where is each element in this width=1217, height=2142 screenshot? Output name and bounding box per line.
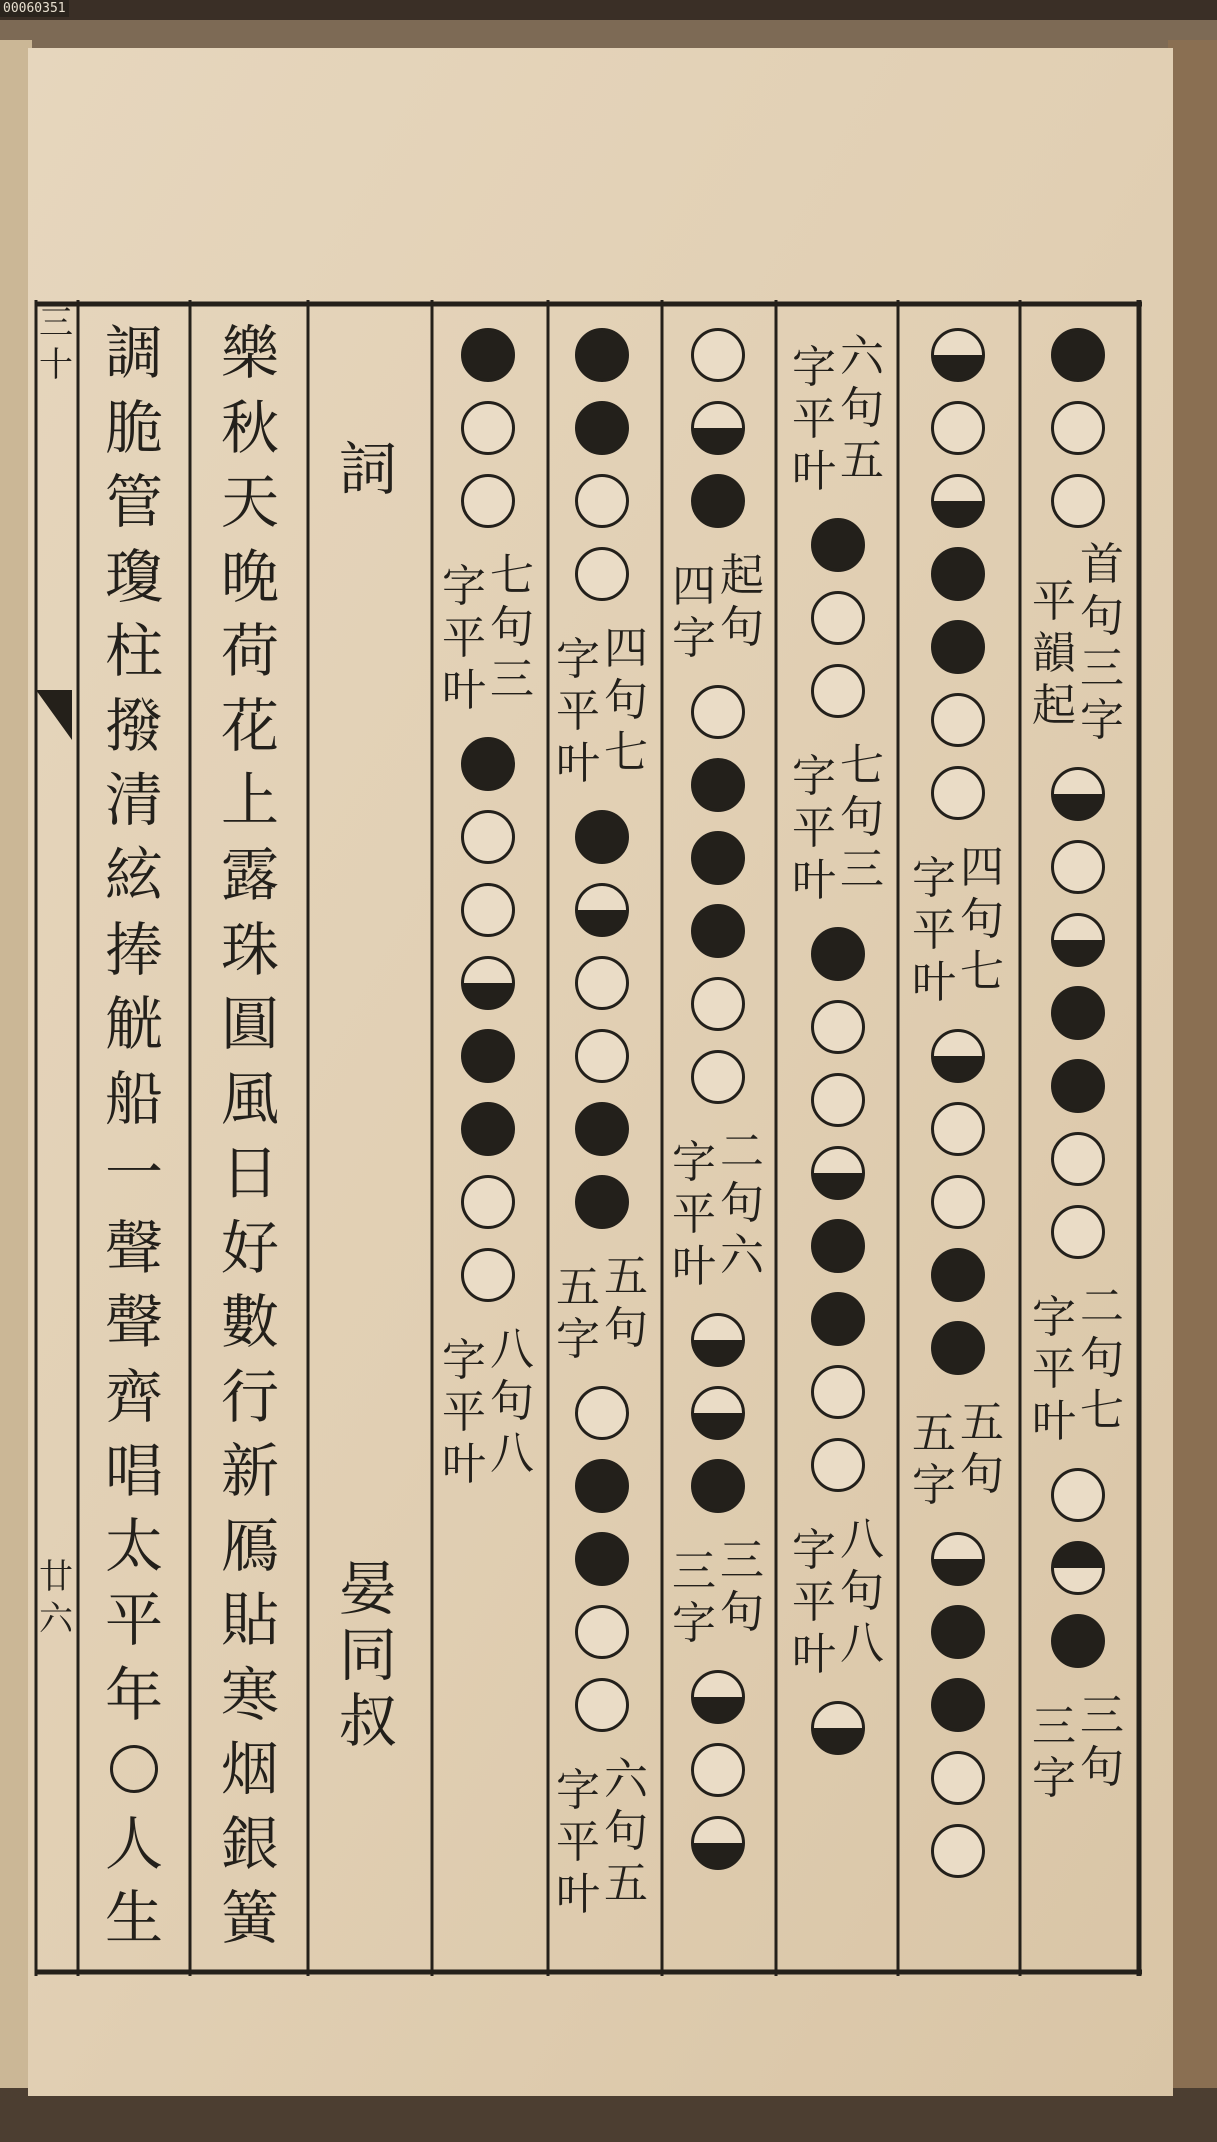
tone-mark-half [1051,913,1105,967]
tone-mark-filled [461,328,515,382]
note-right-column [720,1535,764,1643]
note-char: 平 [556,686,600,737]
note-char: 五 [912,1408,956,1459]
note-char: 句 [840,792,884,843]
note-left-column [672,1119,716,1297]
note-char: 字 [556,1765,600,1816]
tone-mark-filled [575,1532,629,1586]
poem-char: 太 [104,1511,163,1580]
verse-note [672,543,764,669]
notation-column [547,318,657,1931]
poem-char: 清 [104,766,163,835]
tone-mark-empty [461,401,515,455]
tone-mark-empty [575,956,629,1010]
note-char: 七 [1080,1385,1124,1436]
poem-char: 年 [104,1660,163,1729]
note-char: 七 [604,727,648,778]
tone-mark-empty [691,977,745,1031]
note-right-column [604,1251,648,1359]
note-right-column [840,1514,884,1674]
poem-char: 寒 [220,1660,279,1729]
note-char: 六 [840,331,884,382]
tone-mark-filled [461,1102,515,1156]
tone-mark-filled [811,518,865,572]
verse-note [672,1528,764,1654]
verse-note [1032,539,1124,751]
author-name: 同 [338,1621,397,1689]
note-char: 八 [490,1324,534,1375]
note-char: 三 [490,654,534,705]
pause-circle [110,1745,158,1793]
note-left-column [442,1317,486,1495]
note-char: 三 [840,844,884,895]
verse-note [442,543,534,721]
tone-mark-empty [691,1743,745,1797]
note-char: 八 [840,1618,884,1669]
note-char: 五 [840,435,884,486]
poem-char: 唱 [104,1437,163,1506]
poem-char: 圓 [220,990,279,1059]
poem-char: 人 [104,1809,163,1878]
poem-char: 珠 [220,915,279,984]
poem-char: 瓊 [104,542,163,611]
verse-note [1032,1274,1124,1452]
tone-mark-filled [691,474,745,528]
author-name: 晏 [338,1555,397,1623]
note-left-column [556,1244,600,1370]
poem-char: 聲 [104,1213,163,1282]
tone-mark-empty [1051,1468,1105,1522]
poem-char: 花 [220,691,279,760]
poem-char: 鴈 [220,1511,279,1580]
tone-mark-empty [575,1678,629,1732]
note-left-column [912,1390,956,1516]
tone-mark-empty [575,474,629,528]
note-char: 平 [442,613,486,664]
tone-mark-half [931,1029,985,1083]
note-right-column [1080,539,1124,751]
note-char: 字 [442,561,486,612]
tone-mark-empty [461,1248,515,1302]
margin-char: 三 [39,303,73,343]
note-char: 字 [792,1525,836,1576]
author-column [323,1555,413,1758]
tone-mark-filled [461,737,515,791]
poem-char: 荷 [220,617,279,686]
verse-note [912,835,1004,1013]
tone-mark-filled [931,1248,985,1302]
tone-mark-empty [811,664,865,718]
tone-mark-empty [691,328,745,382]
note-char: 七 [960,946,1004,997]
note-right-column [960,842,1004,1002]
verse-note [556,616,648,794]
note-char: 起 [720,550,764,601]
note-char: 五 [604,1251,648,1302]
note-char: 平 [672,1189,716,1240]
left-page-edge [0,40,32,2110]
tone-mark-empty [575,1605,629,1659]
verse-note [442,1317,534,1495]
note-left-column [792,324,836,502]
ci-heading-column [323,435,413,506]
tone-mark-filled [1051,328,1105,382]
margin-title [31,303,81,390]
tone-mark-filled [691,904,745,958]
tone-mark-half [691,1816,745,1870]
poem-char: 天 [220,468,279,537]
note-right-column [604,623,648,783]
tone-mark-half [811,1701,865,1755]
tone-mark-filled [1051,1614,1105,1668]
note-char: 句 [720,1178,764,1229]
folio-char: 廿 [39,1557,73,1597]
note-char: 平 [792,1577,836,1628]
bottom-cover-strip [0,2088,1217,2142]
note-char: 字 [556,1314,600,1365]
verse-note [792,1507,884,1685]
tone-mark-empty [931,401,985,455]
poem-char: 風 [220,1064,279,1133]
author-name: 叔 [338,1687,397,1755]
notation-column [1023,318,1133,1815]
poem-char [110,1732,158,1807]
note-char: 二 [1080,1281,1124,1332]
tone-mark-filled [575,401,629,455]
tone-mark-filled [691,758,745,812]
note-char: 句 [960,1449,1004,1500]
note-char: 字 [912,1460,956,1511]
tone-mark-half [691,401,745,455]
note-char: 四 [672,561,716,612]
verse-note [556,1747,648,1925]
note-right-column [1080,1690,1124,1798]
tone-mark-filled [1051,1059,1105,1113]
note-char: 句 [840,383,884,434]
tone-mark-empty [691,1050,745,1104]
note-char: 叶 [442,1439,486,1490]
tone-mark-half [691,1386,745,1440]
note-char: 三 [1032,1701,1076,1752]
note-char: 句 [604,675,648,726]
tone-mark-empty [931,1751,985,1805]
tone-mark-empty [461,1175,515,1229]
tone-mark-empty [1051,1205,1105,1259]
tone-mark-empty [461,883,515,937]
tone-mark-empty [931,766,985,820]
tone-mark-empty [811,1000,865,1054]
poem-char: 聲 [104,1288,163,1357]
note-char: 叶 [792,855,836,906]
tone-mark-empty [575,1386,629,1440]
note-char: 句 [720,602,764,653]
note-left-column [1032,558,1076,736]
poem-char: 簧 [220,1884,279,1953]
poem-char: 晚 [220,542,279,611]
tone-mark-filled [931,1605,985,1659]
poem-char: 一 [104,1139,163,1208]
note-char: 首 [1080,539,1124,590]
note-char: 字 [792,751,836,802]
tone-mark-filled [461,1029,515,1083]
poem-char: 上 [220,766,279,835]
tone-mark-filled [691,1459,745,1513]
tone-mark-half [461,956,515,1010]
tone-mark-half [931,474,985,528]
note-char: 叶 [792,446,836,497]
tone-mark-filled [691,831,745,885]
tone-mark-filled [931,1678,985,1732]
note-char: 八 [840,1514,884,1565]
poem-char: 平 [104,1586,163,1655]
note-char: 平 [1032,576,1076,627]
note-char: 字 [556,634,600,685]
tone-mark-empty [811,1073,865,1127]
tone-mark-filled [575,328,629,382]
note-char: 韻 [1032,628,1076,679]
poem-line [195,316,305,1956]
verse-note [912,1390,1004,1516]
poem-char: 生 [104,1884,163,1953]
note-char: 六 [604,1754,648,1805]
note-char: 字 [1080,695,1124,746]
note-char: 叶 [442,665,486,716]
note-right-column [490,1324,534,1484]
note-char: 六 [720,1230,764,1281]
note-left-column [912,835,956,1013]
note-char: 平 [442,1387,486,1438]
tone-mark-empty [575,547,629,601]
note-char: 三 [720,1535,764,1586]
folio-char: 六 [39,1599,73,1639]
note-char: 平 [1032,1344,1076,1395]
note-right-column [604,1754,648,1914]
tone-mark-filled [811,1219,865,1273]
note-char: 字 [672,1137,716,1188]
note-left-column [792,733,836,911]
note-char: 句 [1080,1333,1124,1384]
note-right-column [720,1126,764,1286]
notation-column [903,318,1013,1887]
note-right-column [1080,1281,1124,1441]
note-char: 字 [672,613,716,664]
note-right-column [840,331,884,491]
folio-number [31,1557,81,1644]
note-char: 叶 [912,957,956,1008]
note-char: 平 [912,905,956,956]
note-left-column [556,1747,600,1925]
poem-char: 露 [220,840,279,909]
note-char: 字 [442,1335,486,1386]
tone-mark-empty [461,810,515,864]
tone-mark-half [1051,767,1105,821]
poem-char: 管 [104,468,163,537]
note-char: 字 [672,1598,716,1649]
poem-char: 新 [220,1437,279,1506]
tone-mark-filled [575,1175,629,1229]
notation-column [783,318,893,1764]
tone-mark-empty [811,1365,865,1419]
poem-char: 數 [220,1288,279,1357]
note-char: 二 [720,1126,764,1177]
note-char: 平 [556,1817,600,1868]
poem-char: 齊 [104,1362,163,1431]
poem-char: 觥 [104,990,163,1059]
verse-note [556,1244,648,1370]
note-char: 句 [490,602,534,653]
note-char: 四 [960,842,1004,893]
note-char: 叶 [1032,1396,1076,1447]
tone-mark-filled [1051,986,1105,1040]
tone-mark-empty [691,685,745,739]
note-char: 句 [960,894,1004,945]
note-right-column [840,740,884,900]
tone-mark-half [811,1146,865,1200]
note-char: 句 [1080,1742,1124,1793]
tone-mark-filled [931,620,985,674]
note-char: 五 [960,1397,1004,1448]
note-char: 句 [604,1806,648,1857]
note-char: 七 [840,740,884,791]
note-right-column [490,550,534,710]
tone-mark-filled [931,547,985,601]
notation-column [663,318,773,1879]
note-char: 三 [1080,643,1124,694]
tone-mark-empty [461,474,515,528]
poem-char: 日 [220,1139,279,1208]
note-right-column [720,550,764,658]
tone-mark-filled [931,1321,985,1375]
tone-mark-halftop [1051,1541,1105,1595]
tone-mark-empty [931,1824,985,1878]
tone-mark-empty [1051,1132,1105,1186]
note-char: 平 [792,803,836,854]
tone-mark-empty [1051,840,1105,894]
tone-mark-empty [931,1102,985,1156]
ci-heading: 詞 [338,435,397,503]
poem-char: 柱 [104,617,163,686]
note-left-column [1032,1683,1076,1809]
tone-mark-empty [811,1438,865,1492]
poem-char: 樂 [220,319,279,388]
poem-char: 銀 [220,1809,279,1878]
note-char: 句 [490,1376,534,1427]
poem-char: 好 [220,1213,279,1282]
poem-char: 船 [104,1064,163,1133]
note-char: 叶 [792,1629,836,1680]
note-char: 句 [720,1587,764,1638]
poem-char: 調 [104,319,163,388]
note-char: 字 [792,342,836,393]
note-char: 叶 [672,1241,716,1292]
note-char: 五 [604,1858,648,1909]
note-left-column [672,543,716,669]
margin-char: 十 [39,345,73,385]
tone-mark-half [691,1313,745,1367]
poem-char: 撥 [104,691,163,760]
tone-mark-filled [575,1459,629,1513]
note-char: 句 [1080,591,1124,642]
poem-line [79,316,189,1956]
tone-mark-filled [575,1102,629,1156]
note-char: 平 [792,394,836,445]
poem-char: 秋 [220,393,279,462]
tone-mark-filled [575,810,629,864]
scan-id-label: 00060351 [0,0,69,17]
tone-mark-empty [1051,401,1105,455]
note-left-column [1032,1274,1076,1452]
notation-column [433,318,543,1501]
note-left-column [442,543,486,721]
poem-char: 烟 [220,1735,279,1804]
poem-char: 脆 [104,393,163,462]
tone-mark-empty [575,1029,629,1083]
note-char: 三 [672,1546,716,1597]
note-char: 句 [604,1303,648,1354]
tone-mark-half [575,883,629,937]
tone-mark-half [931,328,985,382]
note-char: 七 [490,550,534,601]
note-left-column [672,1528,716,1654]
tone-mark-empty [1051,474,1105,528]
poem-char: 貼 [220,1586,279,1655]
note-char: 八 [490,1428,534,1479]
tone-mark-empty [811,591,865,645]
right-cover-edge [1168,40,1217,2110]
verse-note [672,1119,764,1297]
tone-mark-empty [931,693,985,747]
poem-char: 絃 [104,840,163,909]
note-char: 叶 [556,1869,600,1920]
note-char: 三 [1080,1690,1124,1741]
poem-char: 捧 [104,915,163,984]
verse-note [1032,1683,1124,1809]
note-char: 起 [1032,680,1076,731]
note-char: 字 [1032,1753,1076,1804]
note-char: 字 [912,853,956,904]
tone-mark-filled [811,1292,865,1346]
note-char: 四 [604,623,648,674]
tone-mark-filled [811,927,865,981]
note-left-column [792,1507,836,1685]
tone-mark-half [691,1670,745,1724]
poem-char: 行 [220,1362,279,1431]
verse-note [792,324,884,502]
note-char: 句 [840,1566,884,1617]
note-right-column [960,1397,1004,1505]
note-char: 叶 [556,738,600,789]
tone-mark-empty [931,1175,985,1229]
note-char: 五 [556,1262,600,1313]
note-char: 字 [1032,1292,1076,1343]
note-left-column [556,616,600,794]
tone-mark-half [931,1532,985,1586]
verse-note [792,733,884,911]
